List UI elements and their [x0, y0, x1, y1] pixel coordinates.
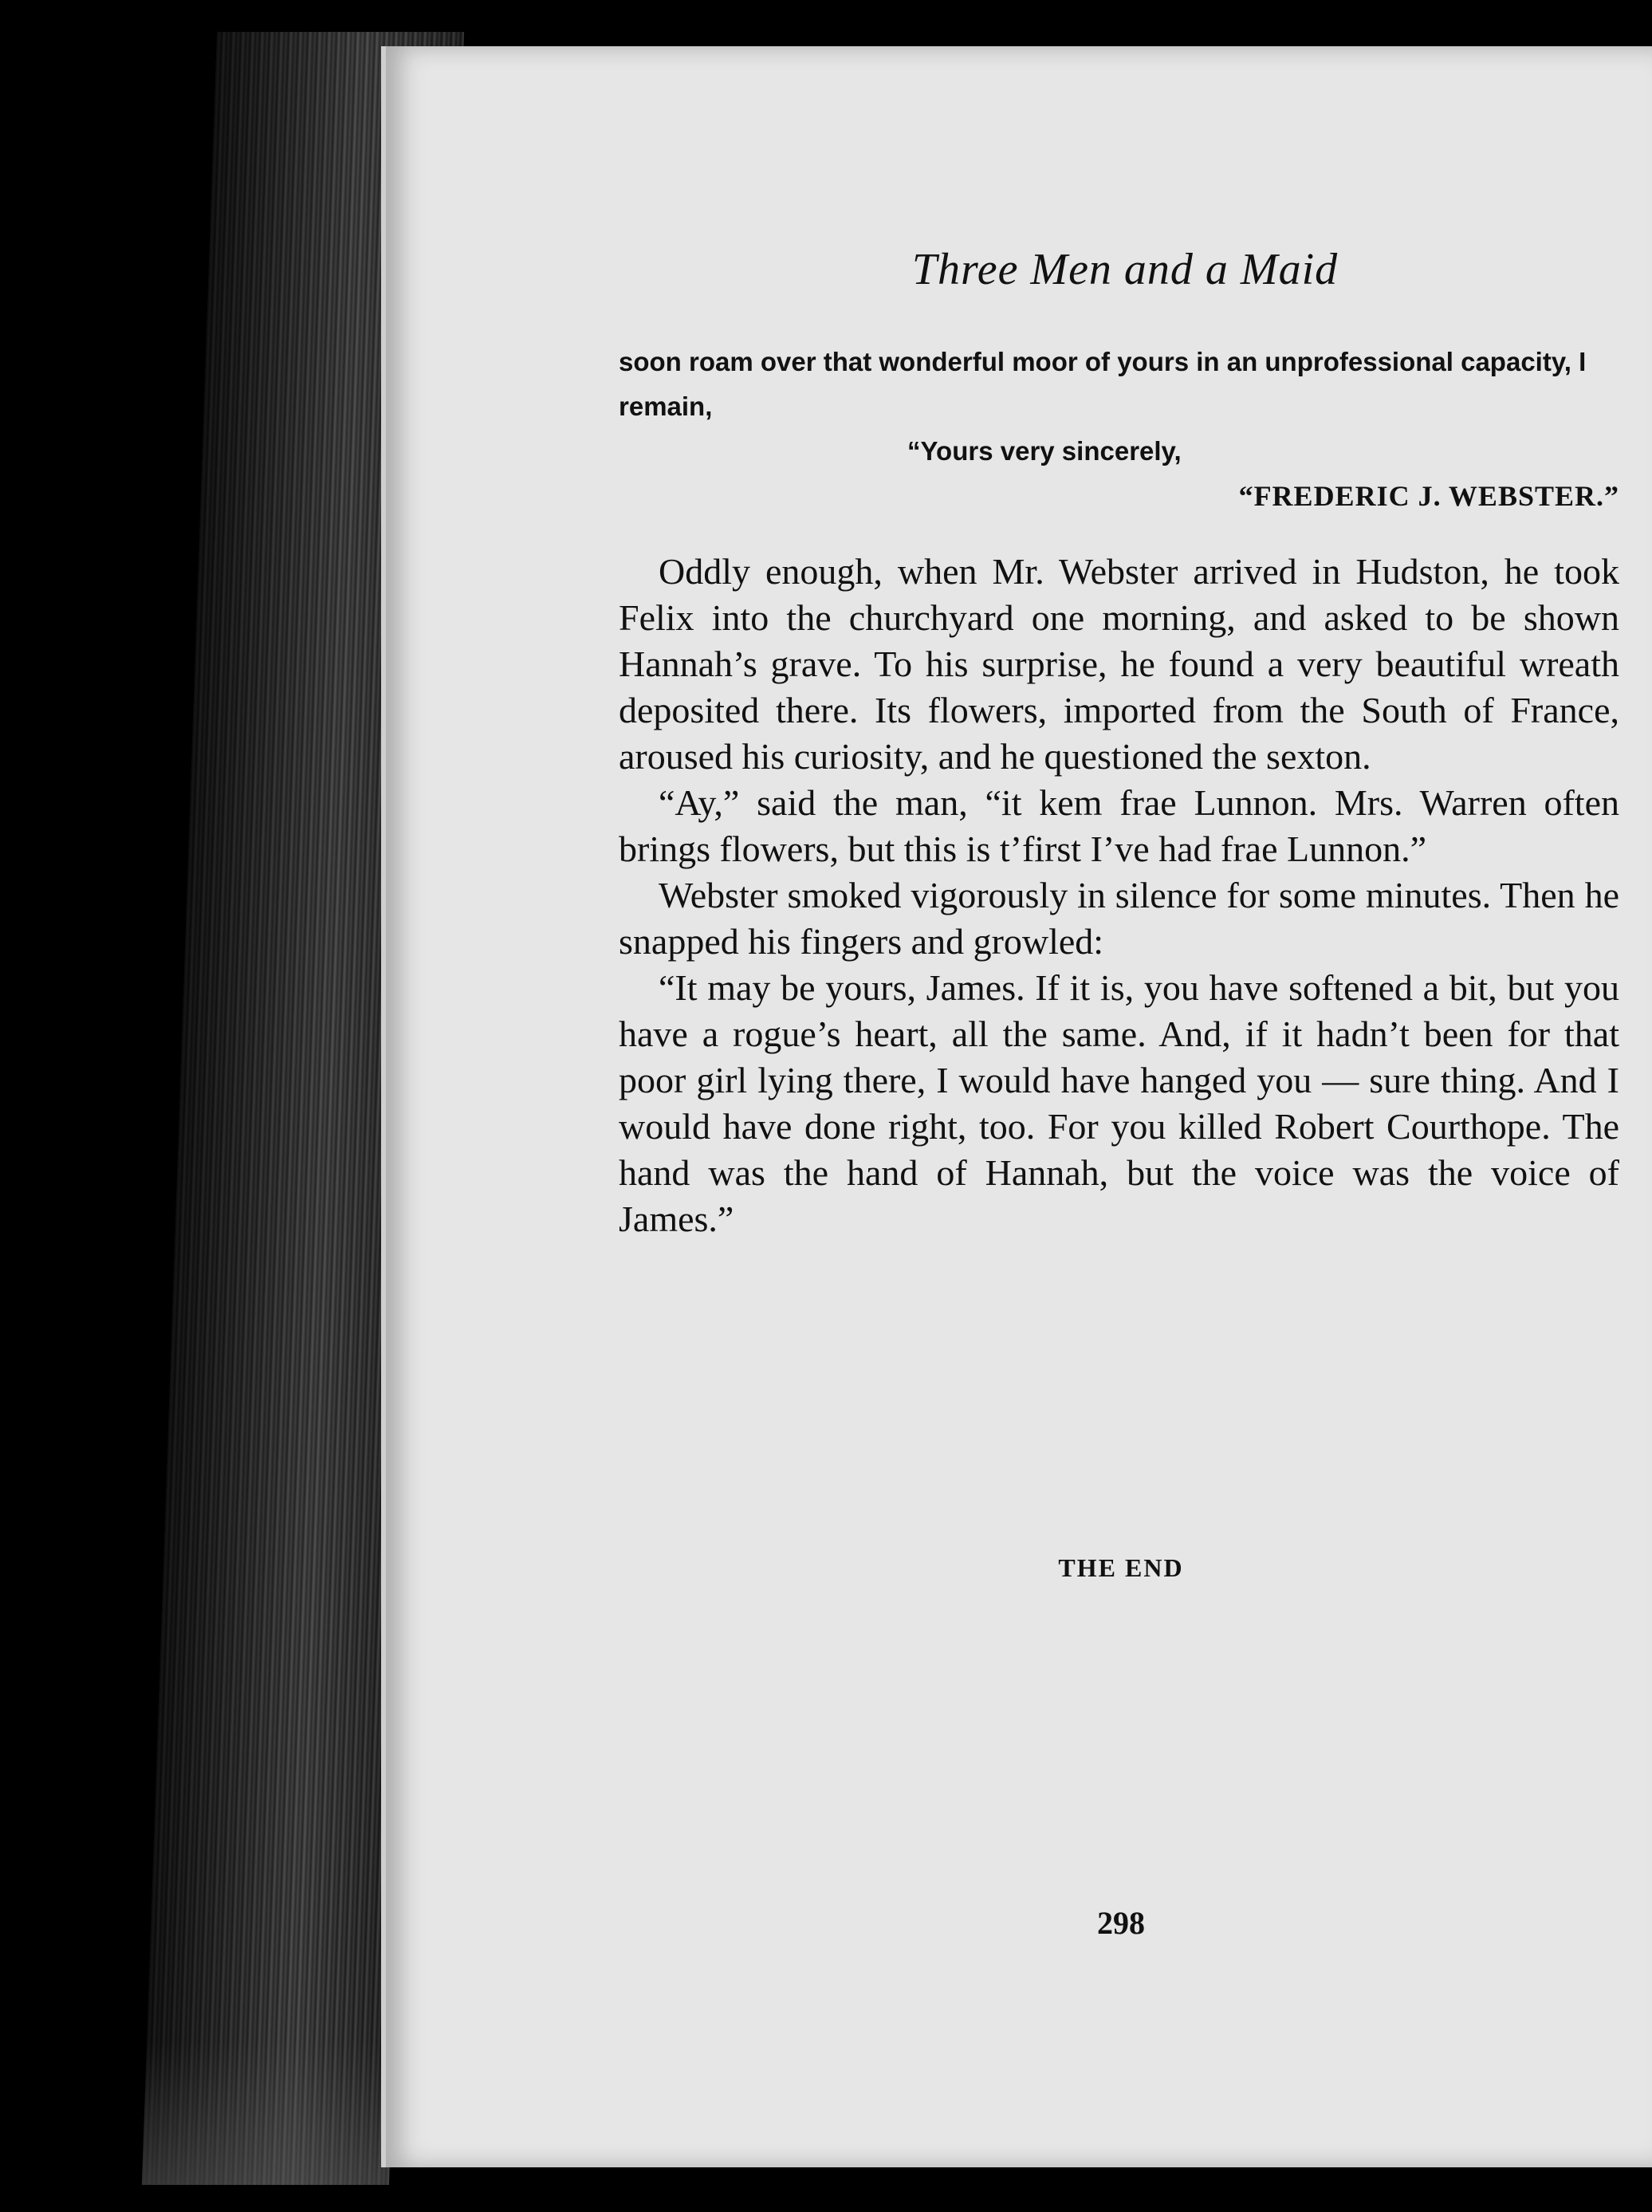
letter-ending	[619, 340, 1619, 518]
the-end-label: THE END	[1058, 1553, 1184, 1582]
page-number: 298	[1097, 1905, 1145, 1941]
paragraph: “It may be yours, James. If it is, you have softened a bit, but you have a rogue’s heart, all the same. And, if it hadn’t been for that poor girl lying there, I would have hanged you — sure thing. And I would have done right, too. For you killed Robert Courthope. The hand was the hand of Hannah, but the voice was the voice of James.”	[619, 967, 1619, 1239]
letter-signature: “FREDERIC J. WEBSTER.”	[1238, 480, 1619, 512]
body-text	[619, 549, 1619, 1242]
paragraph: “Ay,” said the man, “it kem frae Lunnon. Mrs. Warren often brings flowers, but this is t’first I’ve had frae Lunnon.”	[619, 782, 1619, 869]
paragraph: Oddly enough, when Mr. Webster arrived in Hudston, he took Felix into the churchyard one morning, and asked to be shown Hannah’s grave. To his surprise, he found a very beautiful wreath deposited there. Its flowers, imported from the South of France, aroused his curiosity, and he questioned the sexton.	[619, 551, 1619, 777]
paragraph: Webster smoked vigorously in silence for some minutes. Then he snapped his fingers and growled:	[619, 875, 1619, 962]
book-page	[381, 46, 1652, 2167]
letter-closing: “Yours very sincerely,	[907, 436, 1182, 466]
running-head: Three Men and a Maid	[911, 245, 1339, 294]
letter-text: soon roam over that wonderful moor of yours in an unprofessional capacity, I remain,	[619, 347, 1587, 421]
